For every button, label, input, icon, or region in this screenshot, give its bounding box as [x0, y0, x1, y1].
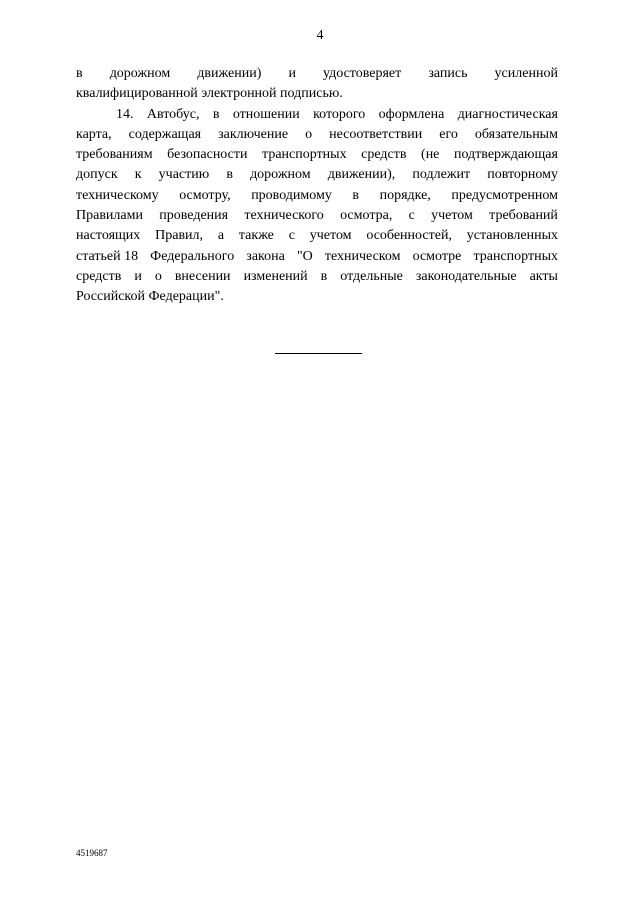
document-body: [76, 64, 558, 308]
document-code: 4519687: [76, 848, 108, 858]
word: Правил,: [155, 228, 204, 244]
item-14-line-8: [76, 247, 558, 267]
word: осмотре: [412, 248, 462, 264]
word: подлежит: [412, 167, 471, 183]
word: дорожном: [250, 167, 311, 183]
word: закона: [246, 248, 285, 264]
word: и: [288, 66, 296, 81]
word: усиленной: [494, 66, 558, 81]
word: участию: [158, 167, 210, 183]
word: движении),: [327, 167, 396, 183]
word: требований: [489, 208, 558, 224]
page-number: 4: [316, 28, 324, 43]
word: с: [408, 208, 415, 224]
word: средств: [361, 147, 407, 163]
word: движении): [197, 66, 262, 81]
word: осмотру,: [179, 187, 231, 203]
word: содержащая: [128, 126, 202, 142]
item-14-last-line: Российской Федерации".: [76, 289, 224, 305]
word: диагностическая: [457, 106, 558, 122]
word: с: [288, 228, 295, 244]
word: порядке,: [379, 187, 431, 203]
item-14-line-5: [76, 186, 558, 206]
word: к: [134, 167, 142, 183]
word: в: [226, 167, 233, 183]
word: статьей 18: [76, 248, 139, 264]
word: отдельные: [340, 268, 403, 284]
word: учетом: [309, 228, 352, 244]
word: Автобус,: [146, 106, 200, 122]
item-14-number: 14.: [116, 106, 134, 122]
item-14-line-1: [76, 105, 558, 125]
word: в: [212, 106, 220, 122]
word: проведения: [159, 208, 229, 224]
word: законодательные: [415, 268, 517, 284]
word: допуск: [76, 167, 118, 183]
word: внесении: [174, 268, 231, 284]
word: о: [305, 126, 313, 142]
word: в: [76, 66, 83, 81]
word: проводимому: [251, 187, 332, 203]
word: удостоверяет: [323, 66, 402, 81]
word: "О: [296, 248, 313, 264]
word: изменений: [243, 268, 308, 284]
item-14-line-2: [76, 125, 558, 145]
word: транспортных: [473, 248, 558, 264]
word: настоящих: [76, 228, 141, 244]
word: техническому: [76, 187, 159, 203]
word: техническом: [324, 248, 401, 264]
item-14-line-4: [76, 165, 558, 185]
word: карта,: [76, 126, 112, 142]
word: оформлена: [378, 106, 445, 122]
word: средств: [76, 268, 122, 284]
word: которого: [313, 106, 366, 122]
word: учетом: [431, 208, 473, 224]
word: в: [352, 187, 360, 203]
continuation-line-2: квалифицированной электронной подписью.: [76, 86, 343, 102]
word: акты: [529, 268, 558, 284]
item-14-line-7: [76, 226, 558, 246]
word: безопасности: [167, 147, 248, 163]
word: его: [439, 126, 458, 142]
word: в: [320, 268, 328, 284]
item-14-line-3: [76, 145, 558, 165]
word: (не: [421, 147, 440, 163]
item-14-line-6: [76, 206, 558, 226]
word: несоответствии: [329, 126, 423, 142]
word: Правилами: [76, 208, 143, 224]
word: и: [134, 268, 142, 284]
word: технического: [244, 208, 324, 224]
word: обязательным: [474, 126, 558, 142]
end-of-document-divider: [275, 353, 362, 354]
word: подтверждающая: [453, 147, 558, 163]
word: транспортных: [262, 147, 347, 163]
word: повторному: [487, 167, 558, 183]
item-14-line-9: [76, 267, 558, 287]
word: отношении: [232, 106, 300, 122]
word: о: [154, 268, 162, 284]
word: запись: [428, 66, 468, 81]
word: предусмотренном: [451, 187, 558, 203]
word: Федерального: [150, 248, 235, 264]
word: заключение: [218, 126, 289, 142]
word: установленных: [466, 228, 558, 244]
word: осмотра,: [340, 208, 393, 224]
word: особенностей,: [366, 228, 452, 244]
word: а: [217, 228, 225, 244]
word: дорожном: [109, 66, 171, 81]
continuation-line-1: [76, 64, 558, 84]
word: требованиям: [76, 147, 153, 163]
word: также: [238, 228, 274, 244]
